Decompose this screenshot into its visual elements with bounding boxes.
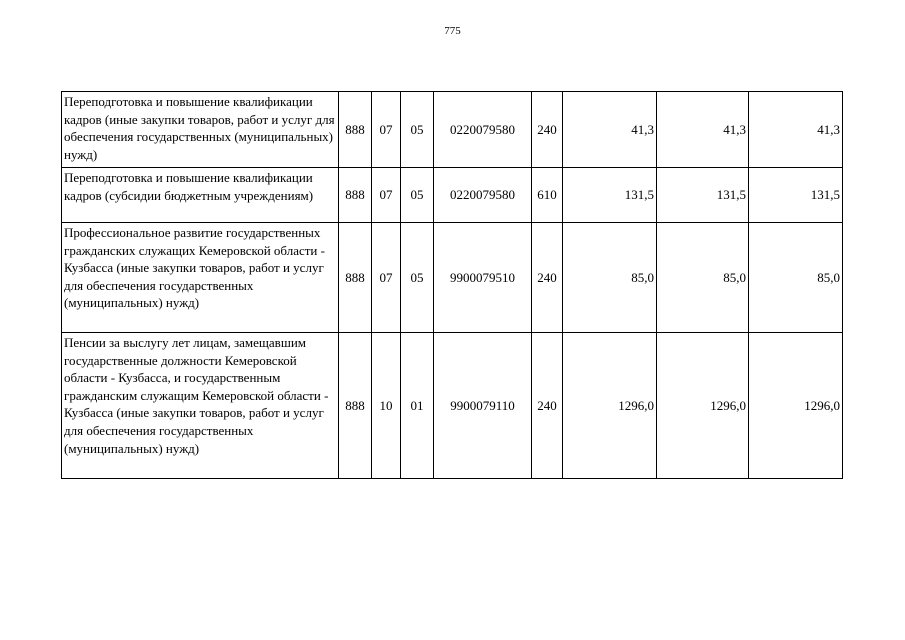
ministry-code: 888 [339, 168, 372, 223]
subsection-code: 05 [401, 168, 434, 223]
row-description: Переподготовка и повышение квалификации кадров (иные закупки товаров, работ и услуг для обеспечения государственных (муниципальных) нужд) [62, 92, 339, 168]
amount-1: 41,3 [563, 92, 657, 168]
table-row [62, 92, 843, 168]
target-article-code: 0220079580 [434, 168, 532, 223]
expense-type-code: 240 [532, 92, 563, 168]
expense-type-code: 240 [532, 223, 563, 333]
target-article-code: 9900079110 [434, 333, 532, 479]
row-description: Профессиональное развитие государственных гражданских служащих Кемеровской области - Кузбасса (иные закупки товаров, работ и услуг для обеспечения государственных (муниципальных) нужд) [62, 223, 339, 333]
section-code: 07 [372, 92, 401, 168]
amount-2: 85,0 [657, 223, 749, 333]
amount-2: 131,5 [657, 168, 749, 223]
subsection-code: 01 [401, 333, 434, 479]
ministry-code: 888 [339, 92, 372, 168]
amount-1: 131,5 [563, 168, 657, 223]
ministry-code: 888 [339, 333, 372, 479]
table-row [62, 168, 843, 223]
target-article-code: 0220079580 [434, 92, 532, 168]
table-row [62, 223, 843, 333]
subsection-code: 05 [401, 223, 434, 333]
expense-type-code: 240 [532, 333, 563, 479]
section-code: 10 [372, 333, 401, 479]
row-description: Переподготовка и повышение квалификации кадров (субсидии бюджетным учреждениям) [62, 168, 339, 223]
target-article-code: 9900079510 [434, 223, 532, 333]
section-code: 07 [372, 223, 401, 333]
page-number: 775 [444, 25, 461, 37]
amount-2: 1296,0 [657, 333, 749, 479]
budget-table [61, 91, 843, 479]
amount-3: 41,3 [749, 92, 843, 168]
amount-1: 85,0 [563, 223, 657, 333]
ministry-code: 888 [339, 223, 372, 333]
amount-2: 41,3 [657, 92, 749, 168]
row-description: Пенсии за выслугу лет лицам, замещавшим государственные должности Кемеровской области - Кузбасса, и государственным гражданским служащим Кемеровской области - Кузбасса (иные закупки товаров, работ и услуг для обеспечения государственных (муниципальных) нужд) [62, 333, 339, 479]
amount-1: 1296,0 [563, 333, 657, 479]
table-row [62, 333, 843, 479]
section-code: 07 [372, 168, 401, 223]
amount-3: 85,0 [749, 223, 843, 333]
expense-type-code: 610 [532, 168, 563, 223]
subsection-code: 05 [401, 92, 434, 168]
amount-3: 131,5 [749, 168, 843, 223]
amount-3: 1296,0 [749, 333, 843, 479]
